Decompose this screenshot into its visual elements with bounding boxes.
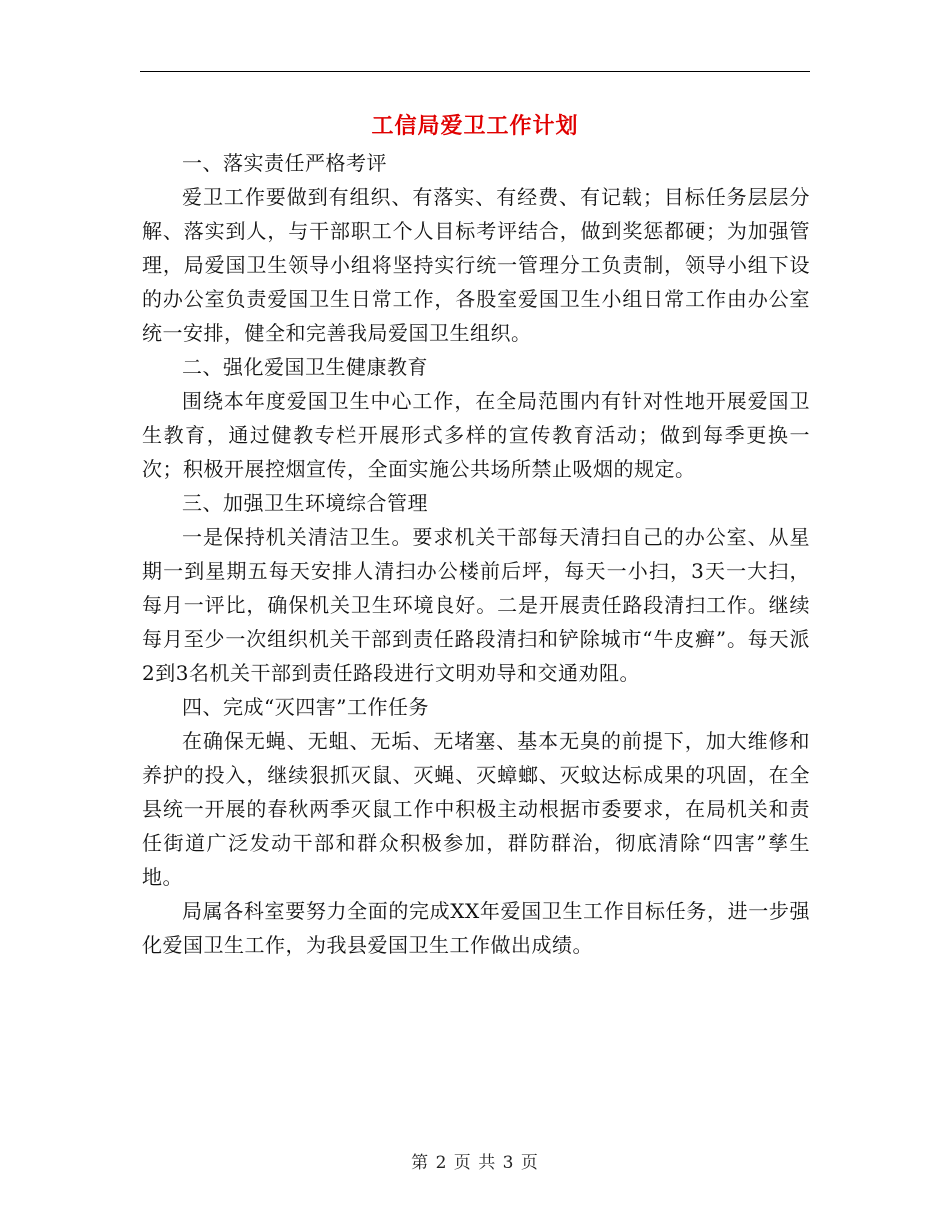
section-heading-4: 四、完成“灭四害”工作任务 xyxy=(182,695,429,719)
closing-paragraph: 局属各科室要努力全面的完成XX年爱国卫生工作目标任务，进一步强化爱国卫生工作，为我县爱国卫生工作做出成绩。 xyxy=(142,899,810,957)
section-heading-3: 三、加强卫生环境综合管理 xyxy=(182,491,428,515)
paragraph-4: 在确保无蝇、无蛆、无垢、无堵塞、基本无臭的前提下，加大维修和养护的投入，继续狠抓灭鼠、灭蝇、灭蟑螂、灭蚊达标成果的巩固，在全县统一开展的春秋两季灭鼠工作中积极主动根据市委要求，在局机关和责任街道广泛发动干部和群众积极参加，群防群治，彻底清除“四害”孳生地。 xyxy=(142,729,810,889)
section-heading-1: 一、落实责任严格考评 xyxy=(182,151,387,175)
document-body xyxy=(142,146,810,962)
header-rule xyxy=(140,71,810,72)
section-heading-2: 二、强化爱国卫生健康教育 xyxy=(182,355,428,379)
page-number-footer: 第 2 页 共 3 页 xyxy=(411,1153,539,1173)
document-title: 工信局爱卫工作计划 xyxy=(371,113,579,139)
paragraph-3: 一是保持机关清洁卫生。要求机关干部每天清扫自己的办公室、从星期一到星期五每天安排人清扫办公楼前后坪，每天一小扫，3天一大扫，每月一评比，确保机关卫生环境良好。二是开展责任路段清扫工作。继续每月至少一次组织机关干部到责任路段清扫和铲除城市“牛皮癣”。每天派2到3名机关干部到责任路段进行文明劝导和交通劝阻。 xyxy=(142,525,810,685)
paragraph-1: 爱卫工作要做到有组织、有落实、有经费、有记载；目标任务层层分解、落实到人，与干部职工个人目标考评结合，做到奖惩都硬；为加强管理，局爱国卫生领导小组将坚持实行统一管理分工负责制，领导小组下设的办公室负责爱国卫生日常工作，各股室爱国卫生小组日常工作由办公室统一安排，健全和完善我局爱国卫生组织。 xyxy=(142,185,810,345)
paragraph-2: 围绕本年度爱国卫生中心工作，在全局范围内有针对性地开展爱国卫生教育，通过健教专栏开展形式多样的宣传教育活动；做到每季更换一次；积极开展控烟宣传，全面实施公共场所禁止吸烟的规定。 xyxy=(142,389,810,481)
